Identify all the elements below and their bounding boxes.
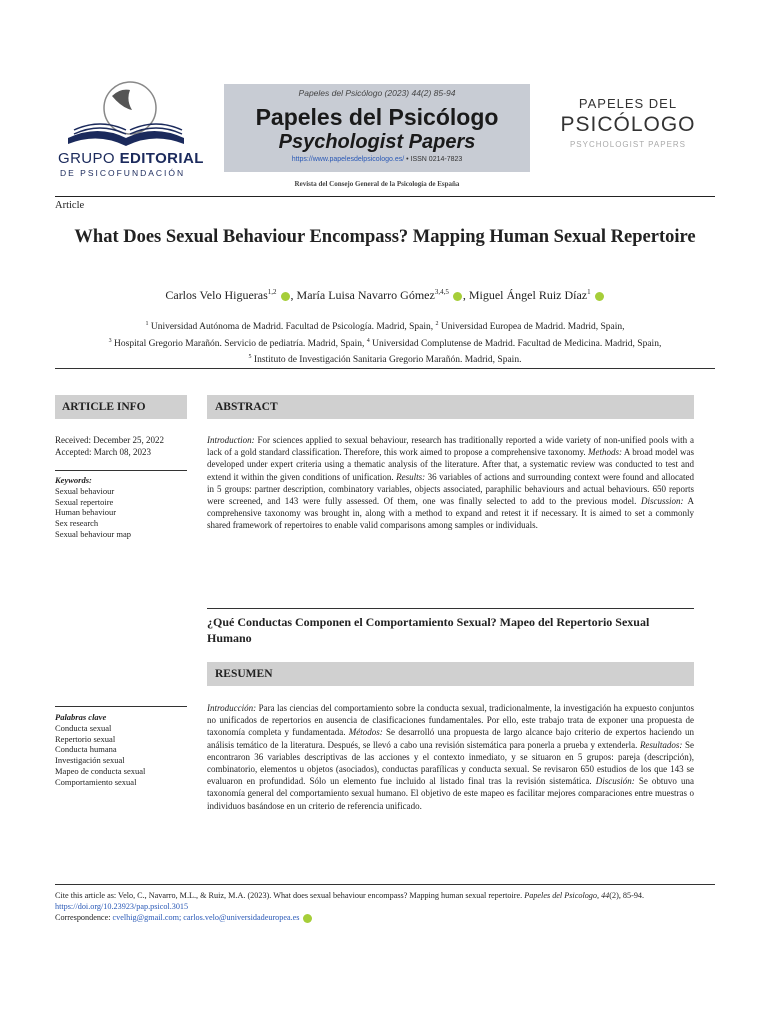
publisher-subtitle: DE PSICOFUNDACIÓN xyxy=(60,168,186,178)
article-title: What Does Sexual Behaviour Encompass? Mapping Human Sexual Repertoire xyxy=(74,227,696,247)
keyword: Conducta sexual xyxy=(55,722,112,733)
affiliation-text: Universidad Europea de Madrid. Madrid, Spain, xyxy=(438,322,625,333)
keyword: Sexual behaviour xyxy=(55,485,115,496)
resumen-section-label: Discusión: xyxy=(595,776,635,787)
author-name: Miguel Ángel Ruiz Díaz xyxy=(468,288,588,302)
orcid-icon[interactable] xyxy=(453,292,462,301)
keyword: Mapeo de conducta sexual xyxy=(55,765,146,776)
abstract-text xyxy=(207,434,694,532)
article-type: Article xyxy=(55,200,85,211)
author-name: Carlos Velo Higueras xyxy=(165,288,268,302)
citation-block xyxy=(55,890,715,923)
journal-title: Papeles del Psicólogo xyxy=(255,104,499,130)
keyword: Investigación sexual xyxy=(55,755,125,766)
author-name: María Luisa Navarro Gómez xyxy=(296,288,435,302)
received-date: Received: December 25, 2022 xyxy=(55,435,164,445)
palabras-clave-label: Palabras clave xyxy=(55,712,107,722)
author-affiliation-ref: 1,2 xyxy=(267,288,277,296)
journal-issn: • ISSN 0214-7823 xyxy=(404,156,463,163)
journal-logo-line1: PAPELES DEL xyxy=(578,96,678,111)
resumen-section-label: Resultados: xyxy=(639,739,683,750)
affiliation-text: Hospital Gregorio Marañón. Servicio de pediatría. Madrid, Spain, xyxy=(111,338,367,349)
keyword: Human behaviour xyxy=(55,507,117,518)
orcid-icon[interactable] xyxy=(595,292,604,301)
author-affiliation-ref: 3,4,5 xyxy=(434,288,449,296)
abstract-section-text: 36 variables of actions and surrounding context were found and allocated in 5 groups: partner description, combinatory variables, objects associated, paraphilic behaviours and actual behaviours. 650 reports were screened, and 143 were fully assessed. Of them, one was finally selected to add to the previous model. xyxy=(207,471,695,507)
abstract-section-label: Results: xyxy=(396,471,426,482)
abstract-section-text: A comprehensive taxonomy was brought in, along with a method to expand and retest it if necessary. It is aimed to set a commonly shared framework of repertoires to enable valid comparisons among samples or individuals. xyxy=(207,496,694,531)
correspondence-emails[interactable]: cvelhig@gmail.com; carlos.velo@universidadeuropea.es xyxy=(112,913,300,922)
journal-subtitle: Psychologist Papers xyxy=(278,131,476,153)
resumen-section-text: Se desarrolló una propuesta de largo alcance bajo criterio de expertos haciendo un análisis temático de la literatura. Después, se llevó a cabo una revisión sistemática para ponerla a prueba y extenderla. xyxy=(207,727,694,750)
abstract-section-text: A broad model was developed under expert criteria using a thematic analysis of the literature. After that, a systematic review was conducted to test and extend it within the given conditions of unification. xyxy=(207,447,694,482)
keyword: Sexual behaviour map xyxy=(55,528,132,539)
resumen-section-text: Para las ciencias del comportamiento sobre la conducta sexual, tradicionalmente, la investigación ha expuesto conjuntos no unificados de repertorios en ausencia de clasificaciones fundamentales. Por ello, este trabajo trata de exponer una propuesta de taxonomía completa y fundamentada. xyxy=(207,703,694,738)
affiliations xyxy=(55,318,715,368)
affiliation-ref: 5 xyxy=(248,354,252,361)
abstract-section-text: For sciences applied to sexual behaviour, research has traditionally reported a wide variety of non-unified pools with a lack of a gold standard classification. Therefore, this work aimed to propose a comprehensive taxonomy. xyxy=(207,435,694,458)
author-list: Carlos Velo Higueras$^{1,2}$ , María Luisa Navarro Gómez$^{3,4,5}$ , Miguel Ángel Ruiz Díaz$^1$ xyxy=(55,288,715,303)
spanish-title-divider xyxy=(207,608,694,609)
abstract-section-label: Methods: xyxy=(588,447,622,458)
resumen-heading: RESUMEN xyxy=(207,662,694,686)
affiliation-text: Universidad Autónoma de Madrid. Facultad de Psicología. Madrid, Spain, xyxy=(148,322,436,333)
abstract-section-label: Discussion: xyxy=(640,496,684,507)
header-divider xyxy=(55,196,715,197)
affiliation-ref: 4 xyxy=(366,337,370,344)
author-affiliation-ref: 1 xyxy=(587,288,591,296)
abstract-heading: ABSTRACT xyxy=(207,395,694,419)
keyword: Sex research xyxy=(55,518,99,529)
open-book-icon xyxy=(60,80,190,150)
journal-council-line: Revista del Consejo General de la Psicología de España xyxy=(294,180,460,188)
resumen-section-label: Métodos: xyxy=(348,727,383,738)
journal-masthead xyxy=(224,84,530,172)
affiliation-ref: 2 xyxy=(435,321,439,327)
journal-logo-line3: PSYCHOLOGIST PAPERS xyxy=(569,140,687,149)
orcid-icon[interactable] xyxy=(281,292,290,301)
resumen-section-text: Se obtuvo una taxonomía general del comportamiento sexual humano. El objetivo de este mapeo es facilitar mejores comparaciones entre muestras o individuos basándose en un criterio de referencia unificado. xyxy=(207,776,694,811)
resumen-section-text: Se encontraron 36 variables descriptivas de las acciones y el contexto inmediato, y se situaron en 5 grupos: pareja (descripción), combinatorio, elementos u objetos (asociados), conductas parafílicas y conducta sexual. Se revisaron 650 estudios de los que 143 se evaluaron en profundidad. Sólo un elemento fue incluido al listado final tras la revisión sistemática. xyxy=(207,739,695,787)
correspondence-line xyxy=(55,912,715,923)
footer-divider xyxy=(55,884,715,885)
publisher-name: GRUPO EDITORIAL xyxy=(58,150,204,167)
palabras-clave-list xyxy=(55,712,187,788)
keyword: Conducta humana xyxy=(55,744,117,755)
accepted-date: Accepted: March 08, 2023 xyxy=(55,447,151,457)
affiliation-text: Universidad Complutense de Madrid. Facultad de Medicina. Madrid, Spain, xyxy=(369,338,662,349)
article-info-heading: ARTICLE INFO xyxy=(55,395,187,419)
correspondence-label: Correspondence: xyxy=(55,913,113,922)
keyword: Comportamiento sexual xyxy=(55,776,137,787)
orcid-icon[interactable] xyxy=(303,914,312,923)
journal-logo-line2: PSICÓLOGO xyxy=(560,113,696,136)
journal-citation-line: Papeles del Psicólogo (2023) 44(2) 85-94 xyxy=(298,88,456,98)
title-divider xyxy=(55,368,715,369)
keyword: Sexual repertoire xyxy=(55,496,114,507)
resumen-section-label: Introducción: xyxy=(207,703,257,713)
palabras-divider xyxy=(55,706,187,707)
journal-url-line xyxy=(224,156,530,163)
keywords-divider xyxy=(55,470,187,471)
affiliation-ref: 1 xyxy=(145,321,149,327)
keywords-list xyxy=(55,475,187,540)
affiliation-ref: 3 xyxy=(108,337,112,344)
article-dates xyxy=(55,434,164,458)
journal-url-link[interactable]: https://www.papelesdelpsicologo.es/ xyxy=(291,156,405,163)
spanish-title: ¿Qué Conductas Componen el Comportamiento Sexual? Mapeo del Repertorio Sexual Humano xyxy=(207,615,650,645)
keyword: Repertorio sexual xyxy=(55,733,116,744)
journal-logo xyxy=(553,96,703,149)
publisher-logo xyxy=(52,80,202,180)
citation-line: Cite this article as: Velo, C., Navarro, M.L., & Ruiz, M.A. (2023). What does sexual behaviour encompass? Mapping human sexual repertoire. Papeles del Psicologo, 44(2), 85-94. xyxy=(55,891,645,900)
citation-journal: Papeles del Psicologo, 44 xyxy=(524,891,610,900)
affiliation-text: Instituto de Investigación Sanitaria Gregorio Marañón. Madrid, Spain. xyxy=(251,355,522,366)
keywords-label: Keywords: xyxy=(55,475,92,485)
resumen-text xyxy=(207,702,694,812)
doi-link[interactable]: https://doi.org/10.23923/pap.psicol.3015 xyxy=(55,902,189,911)
abstract-section-label: Introduction: xyxy=(207,435,255,445)
